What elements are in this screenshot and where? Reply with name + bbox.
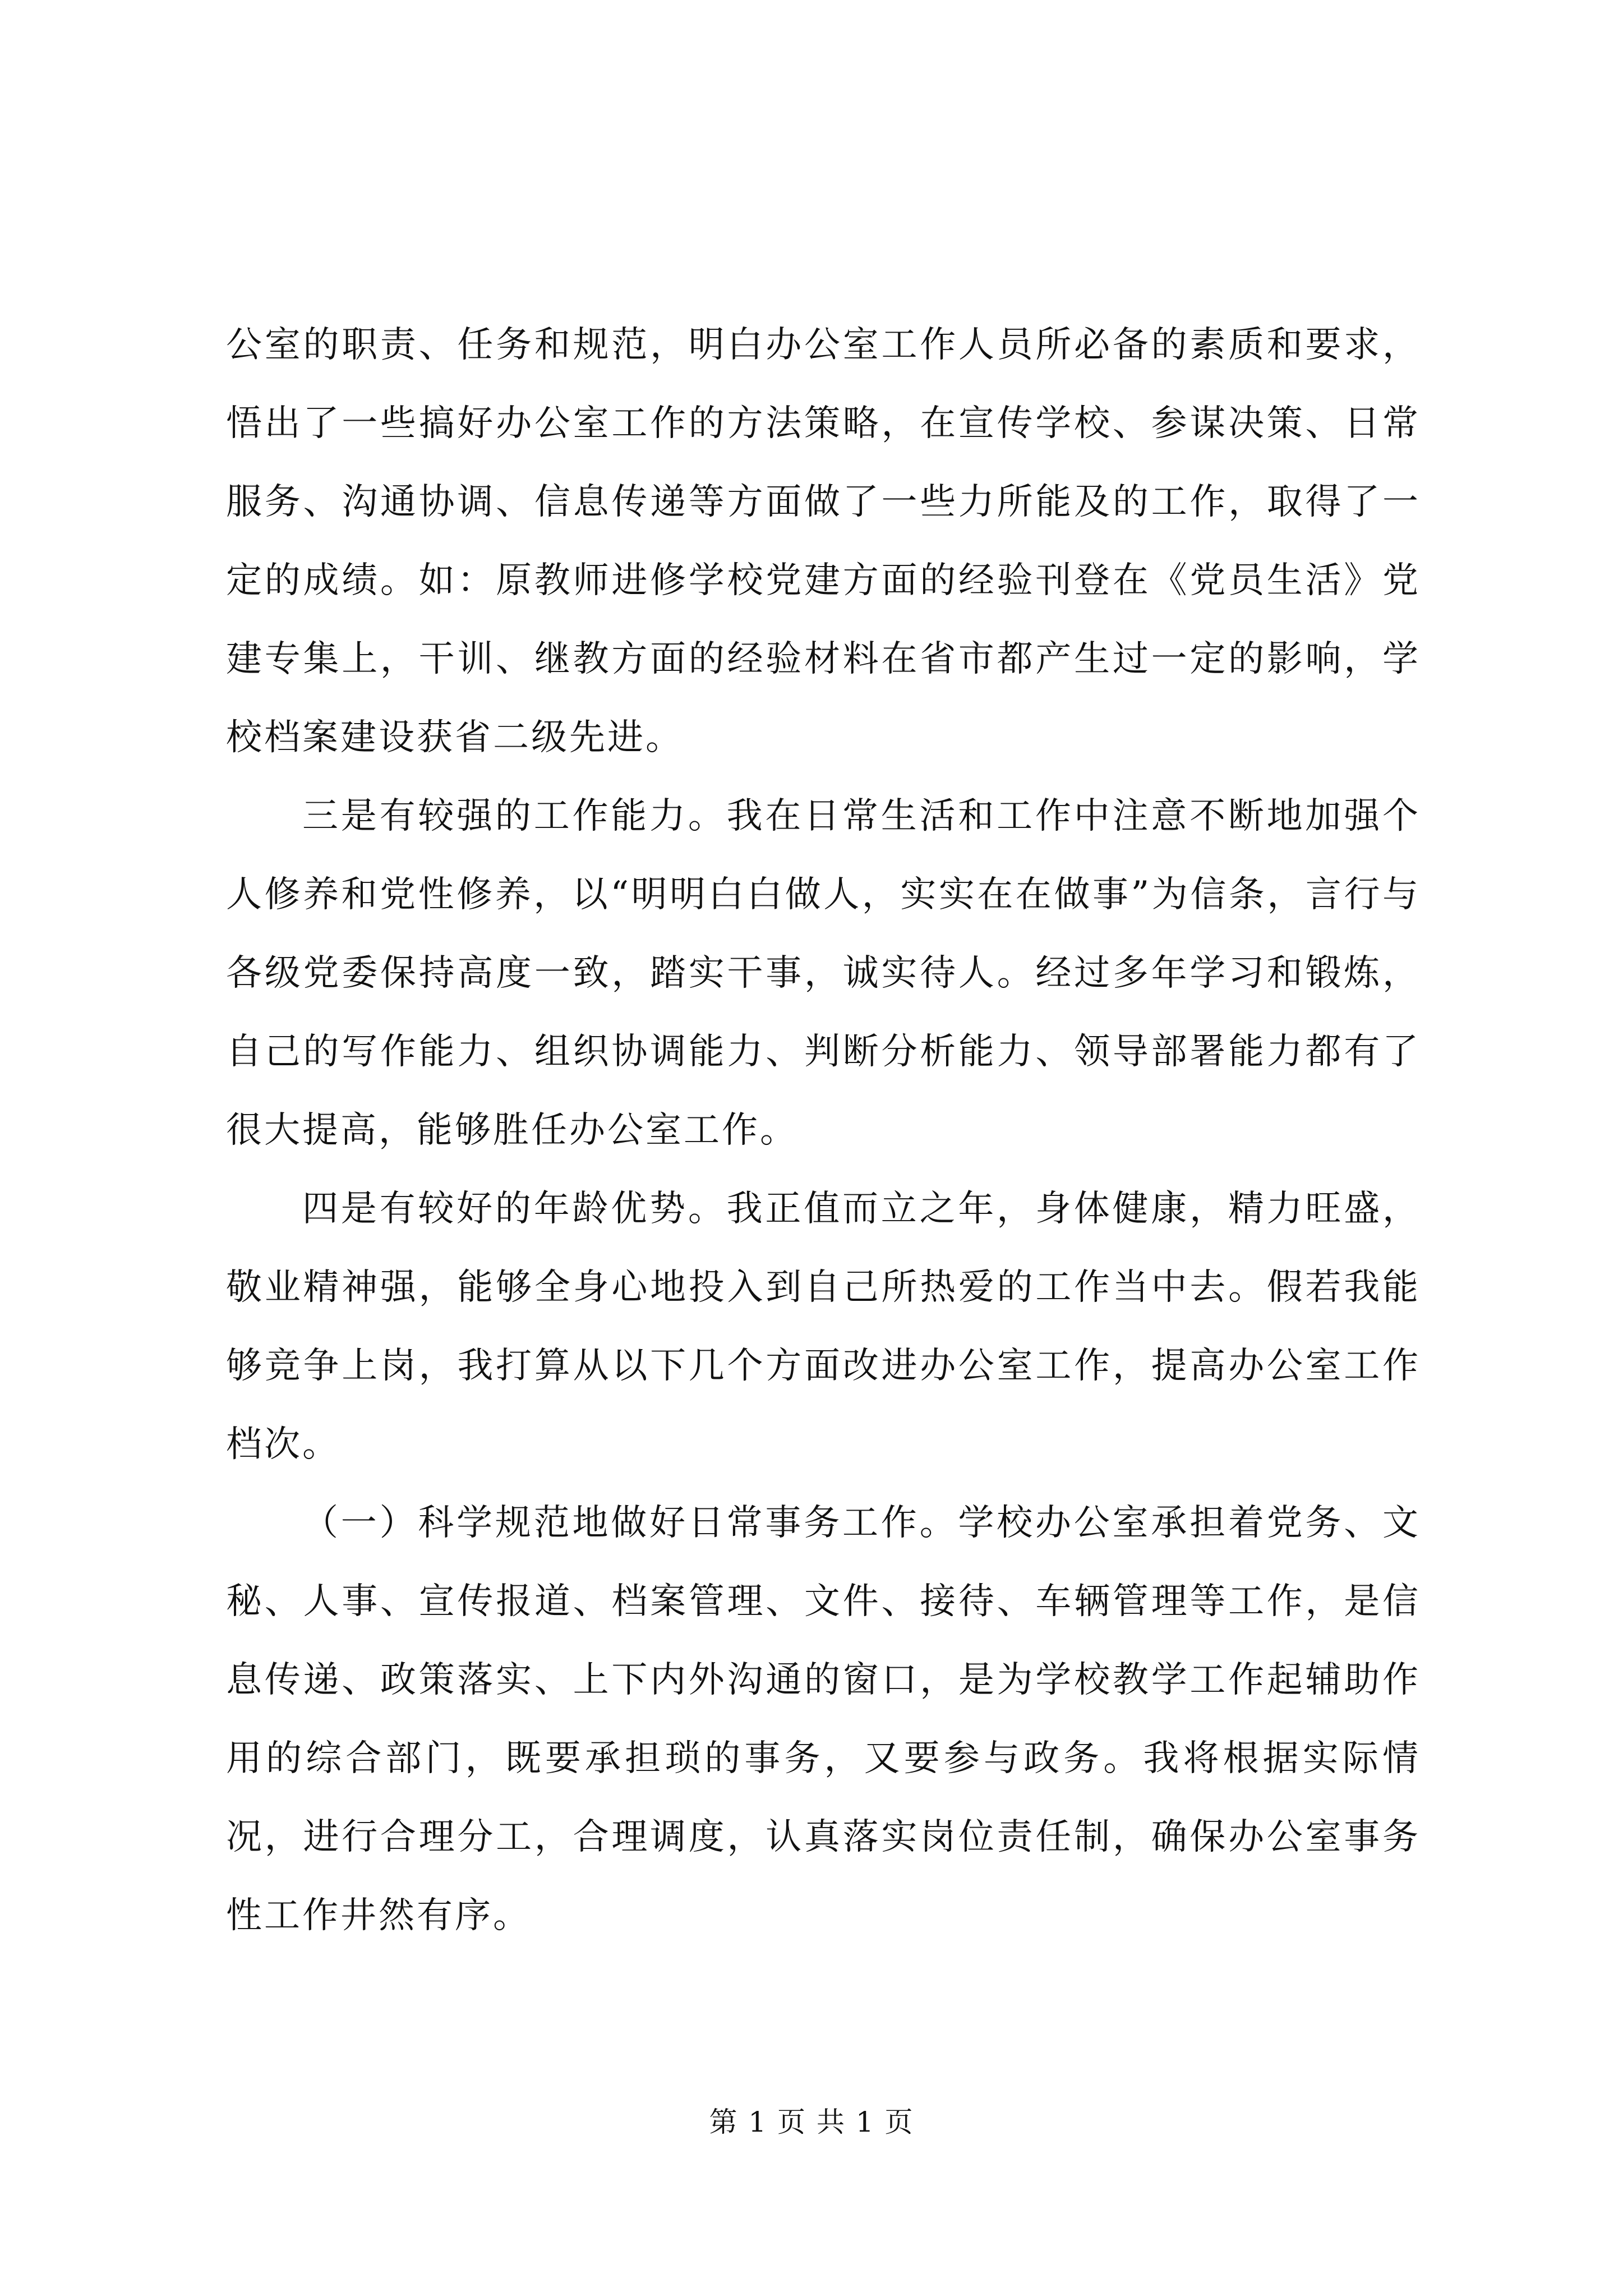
page-footer: 第 1 页 共 1 页 <box>709 2106 914 2138</box>
document-body <box>226 306 1421 1955</box>
paragraph-1: 公室的职责、任务和规范，明白办公室工作人员所必备的素质和要求，悟出了一些搞好办公室工作的方法策略，在宣传学校、参谋决策、日常服务、沟通协调、信息传递等方面做了一些力所能及的工作，取得了一定的成绩。如：原教师进修学校党建方面的经验刊登在《党员生活》党建专集上，干训、继教方面的经验材料在省市都产生过一定的影响，学校档案建设获省二级先进。 <box>226 324 1421 758</box>
paragraph-3: 四是有较好的年龄优势。我正值而立之年，身体健康，精力旺盛，敬业精神强，能够全身心地投入到自己所热爱的工作当中去。假若我能够竞争上岗，我打算从以下几个方面改进办公室工作，提高办公室工作档次。 <box>226 1188 1421 1465</box>
paragraph-4: （一）科学规范地做好日常事务工作。学校办公室承担着党务、文秘、人事、宣传报道、档案管理、文件、接待、车辆管理等工作，是信息传递、政策落实、上下内外沟通的窗口，是为学校教学工作起辅助作用的综合部门，既要承担琐的事务，又要参与政务。我将根据实际情况，进行合理分工，合理调度，认真落实岗位责任制，确保办公室事务性工作井然有序。 <box>226 1502 1421 1936</box>
paragraph-2: 三是有较强的工作能力。我在日常生活和工作中注意不断地加强个人修养和党性修养，以“明明白白做人，实实在在做事”为信条，言行与各级党委保持高度一致，踏实干事，诚实待人。经过多年学习和锻炼，自己的写作能力、组织协调能力、判断分析能力、领导部署能力都有了很大提高，能够胜任办公室工作。 <box>226 795 1421 1151</box>
